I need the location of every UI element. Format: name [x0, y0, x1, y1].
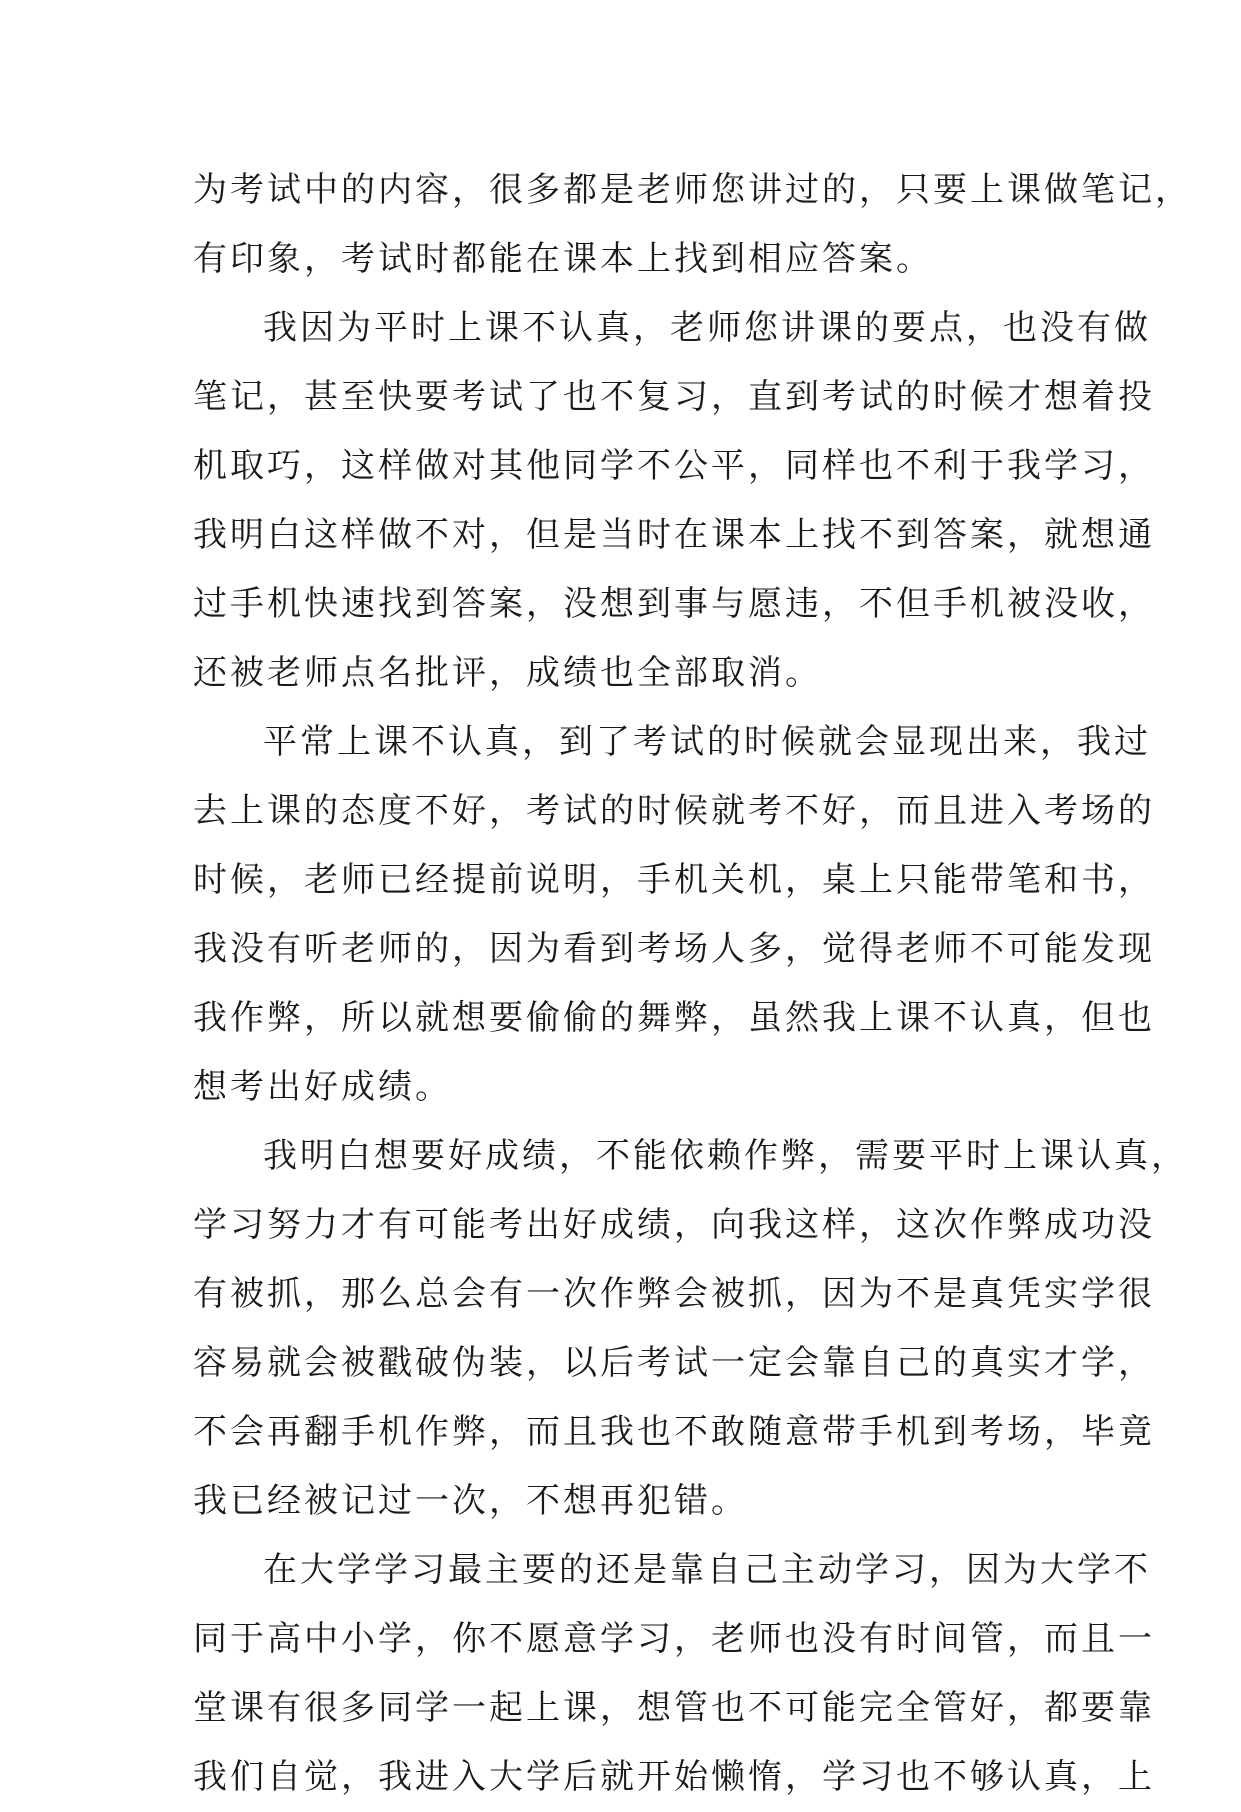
- text-line: 有被抓，那么总会有一次作弊会被抓，因为不是真凭实学很: [193, 1274, 1155, 1314]
- text-line: 学习努力才有可能考出好成绩，向我这样，这次作弊成功没: [193, 1205, 1155, 1245]
- text-line: 我已经被记过一次，不想再犯错。: [193, 1481, 748, 1521]
- text-line: 同于高中小学，你不愿意学习，老师也没有时间管，而且一: [193, 1619, 1155, 1659]
- text-line: 机取巧，这样做对其他同学不公平，同样也不利于我学习，: [193, 446, 1155, 486]
- text-line: 时候，老师已经提前说明，手机关机，桌上只能带笔和书，: [193, 860, 1155, 900]
- text-line-first: 我明白想要好成绩，不能依赖作弊，需要平时上课认真，: [263, 1136, 1188, 1176]
- text-line: 有印象，考试时都能在课本上找到相应答案。: [193, 239, 933, 279]
- text-line: 我没有听老师的，因为看到考场人多，觉得老师不可能发现: [193, 929, 1155, 969]
- text-line: 不会再翻手机作弊，而且我也不敢随意带手机到考场，毕竟: [193, 1412, 1155, 1452]
- text-line: 想考出好成绩。: [193, 1067, 452, 1107]
- text-line: 还被老师点名批评，成绩也全部取消。: [193, 653, 822, 693]
- paragraph-5: [193, 1536, 1155, 1812]
- text-line-first: 我因为平时上课不认真，老师您讲课的要点，也没有做: [263, 308, 1151, 348]
- text-line: 我作弊，所以就想要偷偷的舞弊，虽然我上课不认真，但也: [193, 998, 1155, 1038]
- paragraph-3: [193, 708, 1155, 1122]
- text-line: 为考试中的内容，很多都是老师您讲过的，只要上课做笔记，: [193, 170, 1192, 210]
- paragraph-2: [193, 294, 1155, 708]
- paragraph-4: [193, 1122, 1188, 1536]
- document-body: [193, 156, 1192, 1812]
- paragraph-1: [193, 156, 1192, 294]
- text-line: 我明白这样做不对，但是当时在课本上找不到答案，就想通: [193, 515, 1155, 555]
- text-line-first: 在大学学习最主要的还是靠自己主动学习，因为大学不: [263, 1550, 1151, 1590]
- text-line: 过手机快速找到答案，没想到事与愿违，不但手机被没收，: [193, 584, 1155, 624]
- text-line-first: 平常上课不认真，到了考试的时候就会显现出来，我过: [263, 722, 1151, 762]
- text-line: 我们自觉，我进入大学后就开始懒惰，学习也不够认真，上: [193, 1757, 1155, 1797]
- text-line: 笔记，甚至快要考试了也不复习，直到考试的时候才想着投: [193, 377, 1155, 417]
- text-line: 去上课的态度不好，考试的时候就考不好，而且进入考场的: [193, 791, 1155, 831]
- text-line: 容易就会被戳破伪装，以后考试一定会靠自己的真实才学，: [193, 1343, 1155, 1383]
- text-line: 堂课有很多同学一起上课，想管也不可能完全管好，都要靠: [193, 1688, 1155, 1728]
